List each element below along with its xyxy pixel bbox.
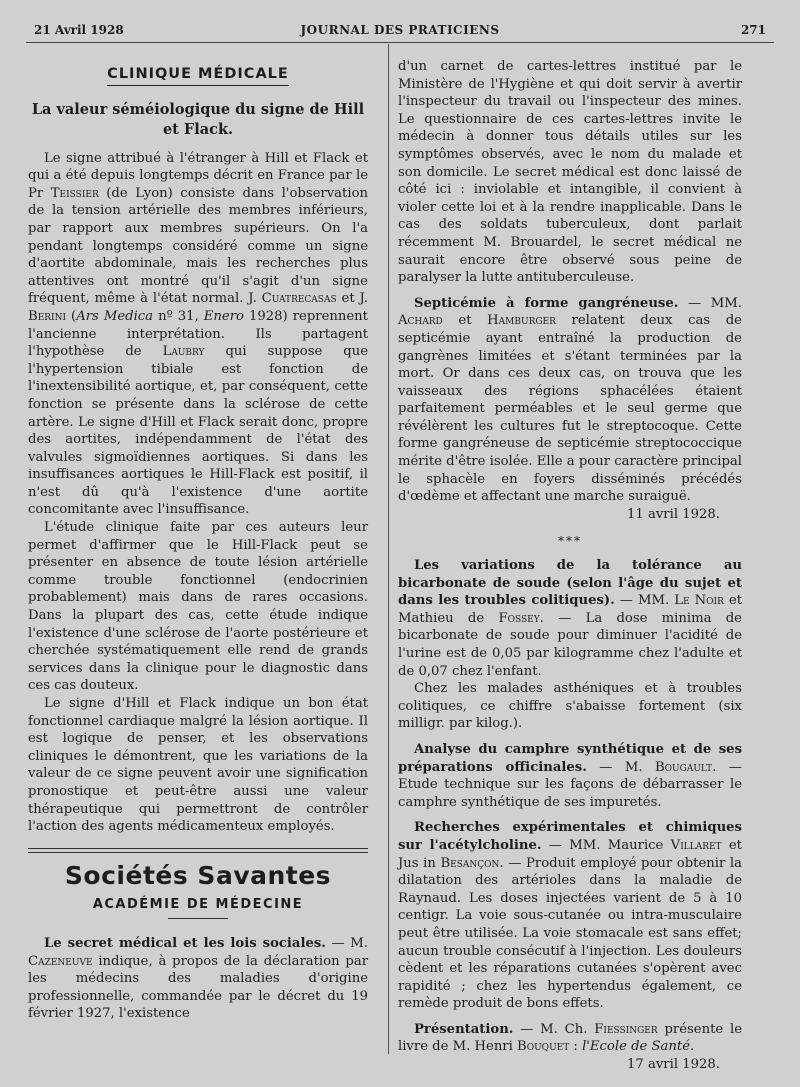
report-continuation: d'un carnet de cartes-lettres institué par le Ministère de l'Hygiène et qui doit servir à avertir l'inspecteur du travail ou l'inspecteur des mines. Le questionnaire de ces cartes-lettres invite le médecin à donner tous détails utiles sur les symptômes observés, avec le nom du malade et son domicile. Le secret médical est donc laissé de côté ici : inviolable et intangible, il convient à violer cette loi et à la rendre inapplicable. Dans le cas des soldats tuberculeux, dont parlait récemment M. Brouardel, le secret médical ne saurait encore être observé sous peine de paralyser la lutte antituberculeuse.	[398, 59, 742, 286]
page-number: 271	[740, 23, 766, 37]
right-column	[398, 58, 742, 1074]
report-title: Analyse du camphre synthétique et de ses préparations officinales.	[398, 741, 742, 775]
report-date: 17 avril 1928.	[627, 1057, 720, 1073]
report-paragraph	[28, 935, 368, 1023]
text-run: qui suppose que l'hypertension tibiale est fonction de l'inextensibilité aortique, et, par conséquent, cette fonction se présente dans la sclérose de cette artère. Le signe d'Hill et Flack serait donc, propre des aortites, indépendamment de l'état des valvules sigmoïdiennes aortiques. Si dans les insuffisances aortiques le Hill-Flack est positif, il n'est dû qu'à l'existence d'une aortite concomitante avec l'insuffisance.	[28, 344, 369, 518]
spacer	[398, 1013, 742, 1021]
author-name: Fiessinger	[594, 1021, 658, 1037]
author-name: Cazeneuve	[28, 953, 93, 969]
header-date: 21 Avril 1928	[34, 23, 124, 37]
text-run: relatent deux cas de septicémie ayant entraîné la production de gangrènes limitées et s'étant terminées par la mort. Or dans ces deux cas, on trouva que les vaisseaux des régions sphacélées étaient parfaitement perméables et le seul germe que révélèrent les cultures fut le streptocoque. Cette forme gangréneuse de septicémie streptococcique mérite d'être isolée. Elle a pour caractère principal le sphacèle en foyers disséminés précédés d'œdème et affectant une marche suraiguë.	[398, 313, 743, 505]
spacer	[398, 811, 742, 819]
article-paragraph-2: L'étude clinique faite par ces auteurs leur permet d'affirmer que le Hill-Flack peut se présenter en absence de toute lésion artérielle comme trouble fonctionnel (endocrinien probablement) mais dans de rares occasions. Dans la plupart des cas, cette étude indique l'existence d'une sclérose de l'aorte postérieure et cherchée systématiquement elle rend de grands services dans la clinique pour le diagnostic dans ces cas douteux.	[28, 520, 368, 694]
author-name: Berini	[28, 308, 67, 324]
text-run: 1928) reprennent l'ancienne interprétation. Ils partagent l'hypothèse de	[28, 308, 368, 360]
author-name: Villaret	[670, 837, 722, 853]
text-run: indique, à propos de la déclaration par les médecins des maladies d'origine professionnelle, commandée par le décret du 19 février 1927, l'existence	[28, 953, 368, 1022]
page-header	[30, 20, 770, 42]
report-date: 11 avril 1928.	[627, 506, 720, 522]
article-title: La valeur séméiologique du signe de Hill et Flack.	[31, 100, 365, 138]
author-name: Bouquet	[517, 1039, 570, 1055]
text-run: — MM.	[678, 295, 742, 311]
text-run: présente le livre de M. Henri	[398, 1021, 742, 1055]
double-rule	[28, 848, 368, 853]
book-title: l'Ecole de Santé	[582, 1039, 691, 1055]
text-run: et	[442, 313, 488, 329]
text-run: . — Produit employé pour obtenir la dilatation des artérioles dans la maladie de Raynaud. Les doses injectées varient de 5 à 10 centigr. La voie sous-cutanée ou intra-musculaire peut être utilisée. La voie stomacale est sans effet; aucun trouble consécutif à l'injection. Les douleurs cèdent et les réparations cutanées s'opèrent avec rapidité ; chez les hypertendus également, ce remède produit de bons effets.	[398, 855, 742, 1012]
report-title: Septicémie à forme gangréneuse.	[414, 295, 679, 311]
text-run: et Mathieu de	[398, 593, 742, 626]
report-title: Recherches expérimentales et chimiques sur l'acétylcholine.	[398, 820, 742, 853]
spacer	[398, 287, 742, 295]
author-name: Achard	[398, 313, 443, 329]
text-run: — MM. Maurice	[541, 837, 671, 853]
report-paragraph	[398, 819, 742, 1013]
author-name: Le Noir	[674, 593, 724, 609]
author-name: Hamburger	[487, 313, 556, 329]
report-title: Présentation.	[414, 1021, 514, 1037]
text-run: (de Lyon) consiste dans l'observation de la tension artérielle des membres inférieurs, par rapport aux membres supérieurs. On l'a pendant longtemps considéré comme un signe d'aortite abdominale, mais les recherches plus attentives ont montré qu'il s'agit d'un signe fréquent, même à l'état normal. J.	[28, 185, 368, 307]
text-run: — M. Ch.	[513, 1021, 595, 1037]
report-paragraph	[398, 1021, 742, 1056]
asterism: ***	[558, 534, 582, 549]
report-title: Le secret médical et les lois sociales.	[44, 935, 326, 951]
text-run: — M.	[325, 935, 368, 951]
author-name: Bougault	[654, 759, 713, 775]
report-title: Les variations de la tolérance au bicarbonate de soude (selon l'âge du sujet et dans les troubles colitiques).	[398, 558, 742, 609]
text-run: Le signe attribué à l'étranger à Hill et Flack et qui a été depuis longtemps décrit en France par le Pr	[28, 150, 368, 201]
text-run: et J.	[336, 291, 368, 307]
article-paragraph-1	[28, 150, 368, 519]
journal-title: JOURNAL DES PRATICIENS	[300, 23, 500, 37]
author-name: Cuatrecasas	[261, 291, 337, 307]
section-title-text: CLINIQUE MÉDICALE	[107, 66, 289, 86]
author-name: Fossey	[498, 610, 540, 626]
journal-month: Enero	[203, 308, 244, 324]
journal-reference: Ars Medica	[76, 308, 154, 324]
text-run: et Jus in	[398, 837, 742, 871]
section-title	[28, 66, 368, 86]
header-rule	[26, 42, 774, 43]
column-divider	[388, 44, 389, 1054]
text-run: . — La dose minima de bicarbonate de soude pour diminuer l'acidité de l'urine est de 0,05 par kilogramme chez l'adulte et de 0,07 chez l'enfant.	[398, 610, 742, 679]
academie-title: ACADÉMIE DE MÉDECINE	[92, 897, 304, 913]
text-run: . — Etude technique sur les façons de débarrasser le camphre synthétique de ses impuretés.	[398, 759, 742, 810]
left-column	[28, 58, 368, 1023]
article-paragraph-3: Le signe d'Hill et Flack indique un bon état fonctionnel cardiaque malgré la lésion aortique. Il est logique de penser, et les observations cliniques le démontrent, que les variations de la valeur de ce signe peuvent avoir une signification pronostique et peut-être aussi une valeur thérapeutique qui permettront de contrôler l'action des agents médicamenteux employés.	[28, 696, 368, 835]
short-rule	[168, 918, 228, 919]
text-run: — M.	[586, 759, 655, 775]
report-paragraph	[398, 557, 742, 680]
text-run: .	[690, 1039, 695, 1055]
text-run: :	[569, 1039, 583, 1055]
text-run: (	[66, 308, 77, 324]
report-paragraph	[398, 741, 742, 811]
spacer	[398, 733, 742, 741]
text-run: nº 31,	[153, 308, 204, 324]
text-run: — MM.	[614, 593, 675, 609]
report-paragraph	[398, 295, 742, 506]
report-paragraph: Chez les malades asthéniques et à troubles colitiques, ce chiffre s'abaisse fortement (six milligr. par kilog.).	[398, 681, 742, 732]
author-name: Laubry	[162, 344, 205, 360]
author-name: Besançon	[440, 855, 500, 871]
author-name: Teissier	[50, 185, 99, 201]
societes-savantes-title: Sociétés Savantes	[64, 860, 332, 890]
